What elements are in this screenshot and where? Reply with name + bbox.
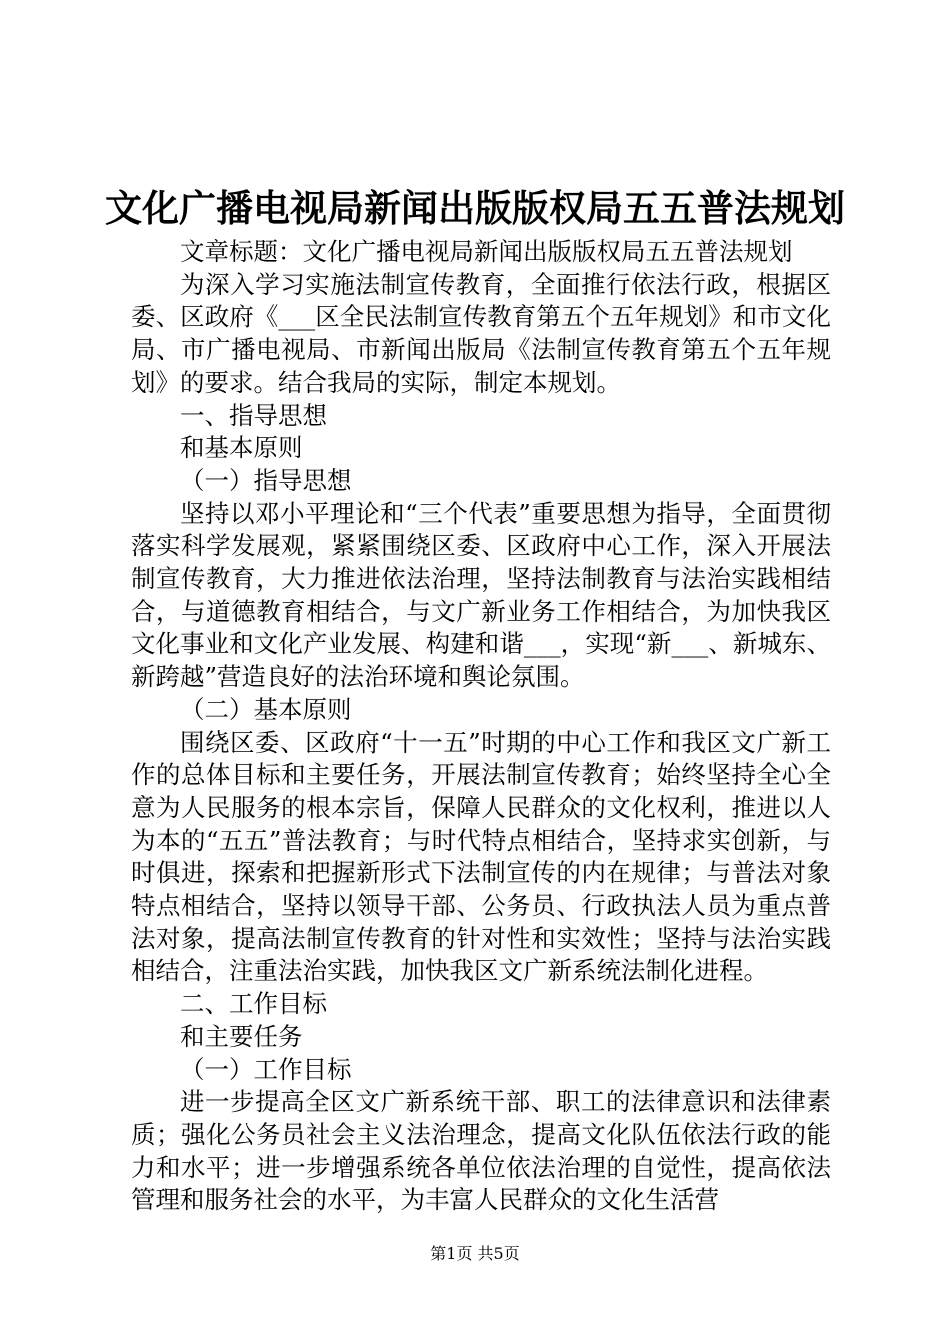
section-heading-1: 一、指导思想 xyxy=(180,400,327,430)
subsection-heading: （二）基本原则 xyxy=(180,694,352,724)
subsection-heading: （一）指导思想 xyxy=(180,465,352,495)
document-title: 文化广播电视局新闻出版版权局五五普法规划 xyxy=(105,186,845,230)
section-heading-1-cont: 和基本原则 xyxy=(180,433,303,463)
body-paragraph: 围绕区委、区政府“十一五”时期的中心工作和我区文广新工作的总体目标和主要任务，开展法制宣传教育；始终坚持全心全意为人民服务的根本宗旨，保障人民群众的文化权利，推进以人为本的“五五”普法教育；与时代特点相结合，坚持求实创新，与时俱进，探索和把握新形式下法制宣传的内在规律；与普法对象特点相结合，坚持以领导干部、公务员、行政执法人员为重点普法对象，提高法制宣传教育的针对性和实效性；坚持与法治实践相结合，注重法治实践，加快我区文广新系统法制化进程。 xyxy=(131,727,831,986)
document-body xyxy=(131,236,831,1217)
body-paragraph: 坚持以邓小平理论和“三个代表”重要思想为指导，全面贯彻落实科学发展观，紧紧围绕区委、区政府中心工作，深入开展法制宣传教育，大力推进依法治理，坚持法制教育与法治实践相结合，与道德教育相结合，与文广新业务工作相结合，为加快我区文化事业和文化产业发展、构建和谐___，实现“新___、新城东、新跨越”营造良好的法治环境和舆论氛围。 xyxy=(131,498,831,692)
section-heading-2-cont: 和主要任务 xyxy=(180,1021,303,1051)
article-title-line: 文章标题：文化广播电视局新闻出版版权局五五普法规划 xyxy=(180,237,793,266)
section-heading-2: 二、工作目标 xyxy=(180,989,327,1019)
page-footer: 第1页 共5页 xyxy=(430,1244,520,1263)
intro-paragraph: 为深入学习实施法制宣传教育，全面推行依法行政，根据区委、区政府《___区全民法制宣传教育第五个五年规划》和市文化局、市广播电视局、市新闻出版局《法制宣传教育第五个五年规划》的要求。结合我局的实际，制定本规划。 xyxy=(131,269,831,397)
body-paragraph: 进一步提高全区文广新系统干部、职工的法律意识和法律素质；强化公务员社会主义法治理念，提高文化队伍依法行政的能力和水平；进一步增强系统各单位依法治理的自觉性，提高依法管理和服务社会的水平，为丰富人民群众的文化生活营 xyxy=(131,1087,831,1215)
subsection-heading: （一）工作目标 xyxy=(180,1054,352,1084)
